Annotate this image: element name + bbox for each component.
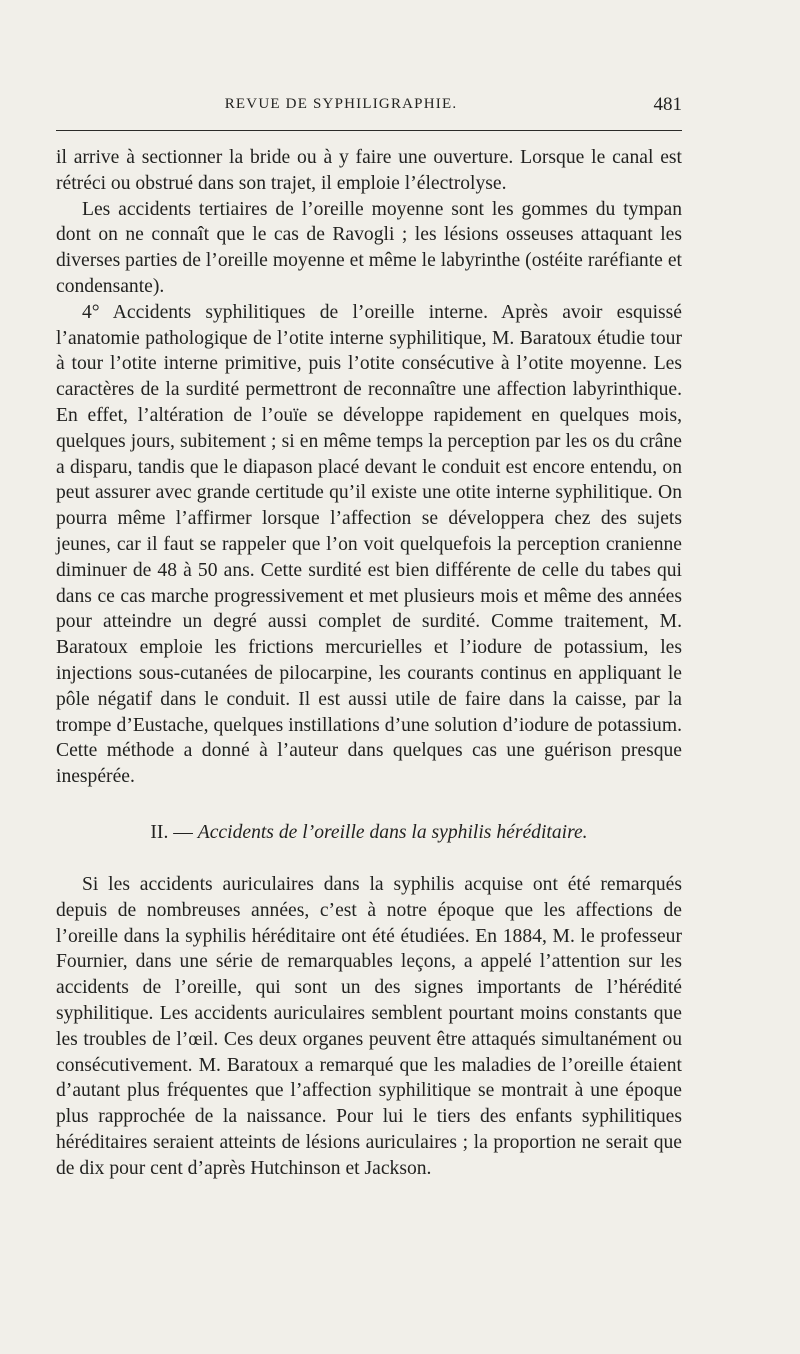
paragraph-tertiary-accidents: Les accidents tertiaires de l’oreille moyenne sont les gommes du tympan dont on ne connaît que le cas de Ravogli ; les lésions osseuses attaquant les diverses parties de l’oreille moyenne et même le labyrinthe (ostéite raréfiante et condensante). — [56, 198, 682, 297]
section-numeral: II. — — [150, 821, 193, 843]
paragraph-continued: il arrive à sectionner la bride ou à y faire une ouverture. Lorsque le canal est rétréci ou obstrué dans son trajet, il emploie l’électrolyse. — [56, 147, 682, 194]
running-head — [56, 96, 682, 122]
paragraph-hereditary: Si les accidents auriculaires dans la syphilis acquise ont été remarqués depuis de nombreuses années, c’est à notre époque que les affections de l’oreille dans la syphilis héréditaire ont été étudiées. En 1884, M. le professeur Fournier, dans une série de remarquables leçons, a appelé l’attention sur les accidents de l’oreille, qui sont un des signes importants de l’hérédité syphilitique. Les accidents auriculaires semblent pourtant moins constants que les troubles de l’œil. Ces deux organes peuvent être attaqués simultanément ou consécutivement. M. Baratoux a remarqué que les maladies de l’oreille étaient d’autant plus fréquentes que l’affection syphilitique se montrait à une époque plus rapprochée de la naissance. Pour lui le tiers des enfants syphilitiques héréditaires seraient atteints de lésions auriculaires ; la proportion ne serait que de dix pour cent d’après Hutchinson et Jackson. — [56, 873, 682, 1179]
paragraph-inner-ear: 4° Accidents syphilitiques de l’oreille interne. Après avoir esquissé l’anatomie pathologique de l’otite interne syphilitique, M. Baratoux étudie tour à tour l’otite interne primitive, puis l’otite consécutive à l’otite moyenne. Les caractères de la surdité permettront de reconnaître une affection labyrinthique. En effet, l’altération de l’ouïe se développe rapidement en quelques mois, quelques jours, subitement ; si en même temps la perception par les os du crâne a disparu, tandis que le diapason placé devant le conduit est encore entendu, on peut assurer avec grande certitude qu’il existe une otite interne syphilitique. On pourra même l’affirmer lorsque l’affection se développera chez des sujets jeunes, car il faut se rappeler que l’on voit quelquefois la perception cranienne diminuer de 48 à 50 ans. Cette surdité est bien différente de celle du tabes qui dans ce cas marche progressivement et met plusieurs mois et même des années pour atteindre un degré aussi complet de surdité. Comme traitement, M. Baratoux emploie les frictions mercurielles et l’iodure de potassium, les injections sous-cutanées de pilocarpine, les courants continus en appliquant le pôle négatif dans le conduit. Il est aussi utile de faire dans la caisse, par la trompe d’Eustache, quelques instillations d’une solution d’iodure de potassium. Cette méthode a donné à l’auteur dans quelques cas une guérison presque inespérée. — [56, 301, 682, 788]
section-heading — [56, 820, 682, 846]
body-text — [56, 145, 682, 1181]
section-title: Accidents de l’oreille dans la syphilis héréditaire. — [197, 821, 588, 843]
page-number: 481 — [653, 94, 682, 115]
book-page — [56, 96, 682, 1181]
running-title: REVUE DE SYPHILIGRAPHIE. — [224, 96, 458, 112]
header-rule — [56, 130, 682, 131]
